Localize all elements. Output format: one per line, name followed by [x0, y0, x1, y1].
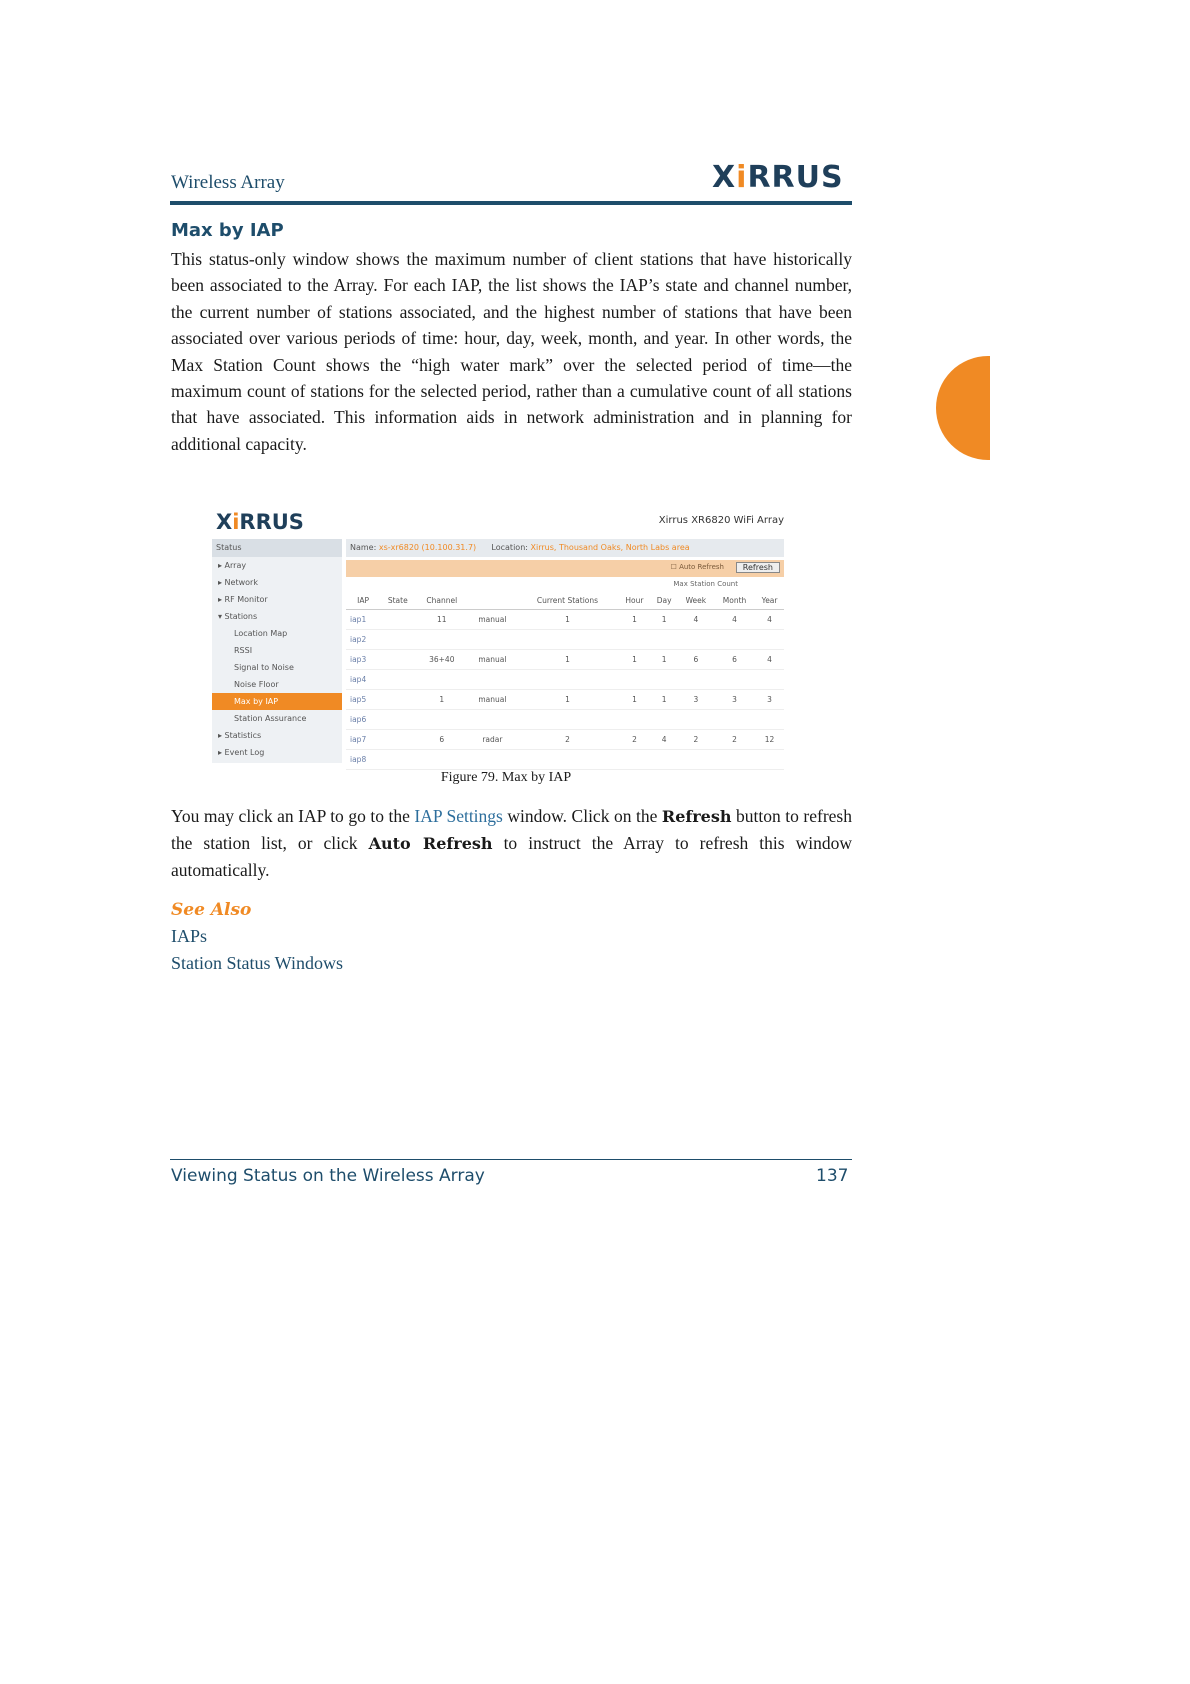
table-cell: 1 — [618, 650, 650, 670]
array-location: Xirrus, Thousand Oaks, North Labs area — [530, 543, 690, 552]
nav-item[interactable]: ▸ Network — [218, 578, 258, 587]
table-cell — [517, 750, 619, 770]
table-cell: 3 — [755, 690, 784, 710]
table-cell: 4 — [755, 610, 784, 630]
table-cell: 2 — [618, 730, 650, 750]
column-header: Year — [755, 591, 784, 610]
refresh-term: Refresh — [661, 807, 732, 826]
figure-nav-tree — [212, 539, 342, 763]
max-station-count-group: Max Station Count — [673, 580, 738, 588]
column-header: Hour — [618, 591, 650, 610]
table-cell: 3 — [678, 690, 714, 710]
nav-item[interactable]: RSSI — [234, 646, 253, 655]
table-row[interactable] — [346, 750, 784, 770]
nav-header: Status — [212, 539, 342, 557]
table-cell — [380, 610, 415, 630]
iap-link[interactable]: iap4 — [346, 670, 380, 690]
table-cell — [380, 650, 415, 670]
nav-item[interactable]: ▾ Stations — [218, 612, 258, 621]
table-cell: 1 — [618, 610, 650, 630]
page-number: 137 — [816, 1166, 849, 1186]
nav-item[interactable]: Max by IAP — [212, 693, 342, 710]
auto-refresh-term: Auto Refresh — [368, 834, 493, 853]
column-header: Current Stations — [517, 591, 619, 610]
column-header: Day — [651, 591, 678, 610]
table-cell — [380, 750, 415, 770]
table-cell: 4 — [755, 650, 784, 670]
iap-settings-link[interactable]: IAP Settings — [414, 806, 503, 826]
iap-link[interactable]: iap3 — [346, 650, 380, 670]
figure-action-bar — [346, 560, 784, 577]
table-cell — [755, 630, 784, 650]
table-cell — [651, 710, 678, 730]
table-cell: manual — [468, 690, 516, 710]
table-cell — [755, 670, 784, 690]
table-cell: 6 — [714, 650, 755, 670]
table-cell — [651, 630, 678, 650]
table-cell: 1 — [651, 610, 678, 630]
table-cell — [380, 670, 415, 690]
table-cell: 4 — [651, 730, 678, 750]
figure-logo: XiRRUS — [216, 510, 304, 534]
max-by-iap-screenshot — [212, 507, 784, 763]
table-row[interactable] — [346, 630, 784, 650]
table-cell — [714, 670, 755, 690]
usage-paragraph: You may click an IAP to go to the IAP Settings window. Click on the Refresh button to refresh the station list, or click Auto Refresh to instruct the Array to refresh this window automatically. — [171, 806, 852, 880]
table-cell — [517, 630, 619, 650]
nav-item[interactable]: ▸ RF Monitor — [218, 595, 268, 604]
table-row[interactable] — [346, 690, 784, 710]
table-cell: 4 — [678, 610, 714, 630]
iap-table — [346, 591, 784, 770]
table-cell — [651, 750, 678, 770]
figure-main-panel — [346, 539, 784, 763]
table-cell — [468, 710, 516, 730]
table-cell: 2 — [517, 730, 619, 750]
table-cell: 1 — [517, 650, 619, 670]
iap-link[interactable]: iap8 — [346, 750, 380, 770]
table-cell: 4 — [714, 610, 755, 630]
footer-divider — [170, 1159, 852, 1160]
table-cell — [714, 630, 755, 650]
see-also-link-iaps[interactable]: IAPs — [171, 926, 208, 946]
table-cell — [618, 670, 650, 690]
footer-chapter-title: Viewing Status on the Wireless Array — [171, 1166, 485, 1186]
auto-refresh-checkbox[interactable]: ☐ Auto Refresh — [670, 563, 724, 571]
column-header: Month — [714, 591, 755, 610]
table-cell: radar — [468, 730, 516, 750]
table-cell — [678, 750, 714, 770]
column-header: Week — [678, 591, 714, 610]
table-cell — [415, 710, 468, 730]
table-cell: 6 — [678, 650, 714, 670]
table-cell: 1 — [517, 610, 619, 630]
table-cell — [517, 710, 619, 730]
iap-link[interactable]: iap2 — [346, 630, 380, 650]
table-cell: 1 — [651, 650, 678, 670]
column-header: State — [380, 591, 415, 610]
table-row[interactable] — [346, 650, 784, 670]
iap-link[interactable]: iap6 — [346, 710, 380, 730]
figure-info-bar: Name: xs-xr6820 (10.100.31.7) Location: Xirrus, Thousand Oaks, North Labs area — [346, 539, 784, 557]
table-cell — [618, 630, 650, 650]
table-cell — [468, 750, 516, 770]
iap-link[interactable]: iap1 — [346, 610, 380, 630]
table-cell — [517, 670, 619, 690]
table-row[interactable] — [346, 730, 784, 750]
table-cell: 12 — [755, 730, 784, 750]
refresh-button[interactable]: Refresh — [736, 562, 780, 573]
table-cell — [678, 710, 714, 730]
table-cell: 36+40 — [415, 650, 468, 670]
table-cell — [714, 710, 755, 730]
column-header — [468, 591, 516, 610]
table-cell — [415, 630, 468, 650]
table-cell — [380, 630, 415, 650]
table-cell: 6 — [415, 730, 468, 750]
table-row[interactable] — [346, 610, 784, 630]
header-title: Wireless Array — [171, 172, 285, 193]
table-cell: 1 — [618, 690, 650, 710]
table-cell: 11 — [415, 610, 468, 630]
table-cell — [678, 630, 714, 650]
table-cell: 2 — [714, 730, 755, 750]
nav-item[interactable]: Signal to Noise — [234, 663, 294, 672]
table-cell — [415, 750, 468, 770]
figure-window-title: Xirrus XR6820 WiFi Array — [658, 515, 784, 526]
table-cell — [755, 750, 784, 770]
table-cell — [678, 670, 714, 690]
column-header: Channel — [415, 591, 468, 610]
table-cell — [618, 750, 650, 770]
nav-item[interactable]: ▸ Event Log — [218, 748, 265, 757]
intro-paragraph: This status-only window shows the maximum number of client stations that have historically been associated to the Array. For each IAP, the list shows the IAP’s state and channel number, the current number of stations associated, and the highest number of stations that have been associated over various periods of time: hour, day, week, month, and year. In other words, the Max Station Count shows the “high water mark” over the selected period of time—the maximum count of stations for the selected period, rather than a cumulative count of all stations that have associated. This information aids in network administration and in planning for additional capacity. — [171, 249, 852, 454]
table-cell: 1 — [651, 690, 678, 710]
table-cell — [755, 710, 784, 730]
table-cell — [651, 670, 678, 690]
nav-item[interactable]: ▸ Array — [218, 561, 247, 570]
nav-item[interactable]: Station Assurance — [234, 714, 307, 723]
see-also-link-station-status[interactable]: Station Status Windows — [171, 953, 343, 973]
array-name: xs-xr6820 (10.100.31.7) — [378, 543, 477, 552]
table-cell — [380, 710, 415, 730]
header-divider — [170, 201, 852, 205]
table-cell — [468, 630, 516, 650]
table-cell: 1 — [415, 690, 468, 710]
table-cell: 2 — [678, 730, 714, 750]
nav-item[interactable]: Noise Floor — [234, 680, 279, 689]
table-row[interactable] — [346, 710, 784, 730]
nav-item[interactable]: Location Map — [234, 629, 288, 638]
xirrus-logo: XiRRUS — [712, 160, 844, 195]
iap-link[interactable]: iap5 — [346, 690, 380, 710]
table-cell — [618, 710, 650, 730]
see-also-heading: See Also — [171, 900, 252, 920]
table-cell — [380, 690, 415, 710]
table-cell: manual — [468, 650, 516, 670]
figure-caption: Figure 79. Max by IAP — [440, 770, 572, 785]
table-cell — [380, 730, 415, 750]
iap-link[interactable]: iap7 — [346, 730, 380, 750]
nav-item[interactable]: ▸ Statistics — [218, 731, 262, 740]
table-cell: 3 — [714, 690, 755, 710]
table-row[interactable] — [346, 670, 784, 690]
table-cell — [468, 670, 516, 690]
table-cell: 1 — [517, 690, 619, 710]
table-cell — [415, 670, 468, 690]
chapter-tab — [936, 356, 990, 460]
table-cell: manual — [468, 610, 516, 630]
column-header: IAP — [346, 591, 380, 610]
section-heading: Max by IAP — [171, 220, 284, 241]
table-cell — [714, 750, 755, 770]
